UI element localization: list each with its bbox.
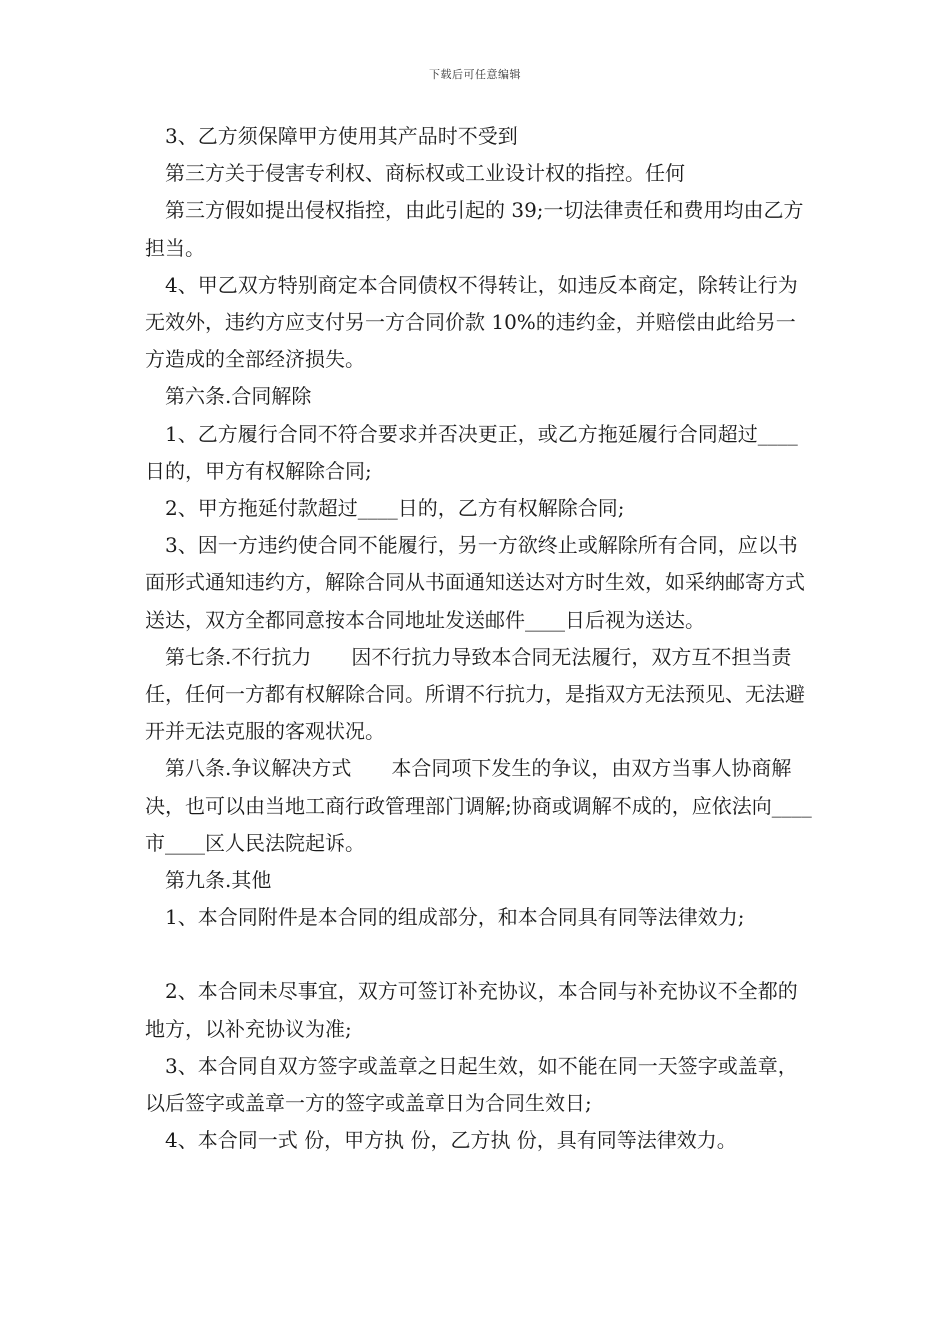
article-9-heading: 第九条.其他 — [165, 868, 272, 893]
paragraph-third-party-claims: 第三方关于侵害专利权、商标权或工业设计权的指控。任何 — [165, 161, 685, 186]
article-6-clause-2: 2、甲方拖延付款超过____日的，乙方有权解除合同; — [165, 496, 625, 521]
paragraph-no-transfer: 4、甲乙双方特别商定本合同债权不得转让，如违反本商定，除转让行为无效外，违约方应支付另一方合同价款 10%的违约金，并赔偿由此给另一方造成的全部经济损失。 — [145, 272, 798, 372]
article-9-clause-4: 4、本合同一式 份，甲方执 份，乙方执 份，具有同等法律效力。 — [165, 1128, 737, 1153]
paragraph-liability: 第三方假如提出侵权指控，由此引起的 39;一切法律责任和费用均由乙方担当。 — [145, 198, 804, 260]
article-9-clause-1: 1、本合同附件是本合同的组成部分，和本合同具有同等法律效力; — [165, 905, 745, 930]
page-header-note: 下载后可任意编辑 — [429, 68, 521, 81]
article-7-force-majeure: 第七条.不行抗力 因不行抗力导致本合同无法履行，双方互不担当责任，任何一方都有权解除合同。所谓不行抗力，是指双方无法预见、无法避开并无法克服的客观状况。 — [145, 644, 805, 744]
article-9-clause-3: 3、本合同自双方签字或盖章之日起生效，如不能在同一天签字或盖章，以后签字或盖章一方的签字或盖章日为合同生效日; — [145, 1053, 798, 1116]
article-9-clause-2: 2、本合同未尽事宜，双方可签订补充协议，本合同与补充协议不全都的地方，以补充协议为准; — [145, 979, 798, 1041]
article-6-clause-1: 1、乙方履行合同不符合要求并否决更正，或乙方拖延履行合同超过____日的，甲方有权解除合同; — [145, 421, 798, 483]
document-body — [145, 118, 815, 1159]
article-6-heading: 第六条.合同解除 — [165, 384, 312, 409]
paragraph-infringement-warranty: 3、乙方须保障甲方使用其产品时不受到 — [165, 124, 518, 148]
article-6-clause-3: 3、因一方违约使合同不能履行，另一方欲终止或解除所有合同，应以书面形式通知违约方，解除合同从书面通知送达对方时生效，如采纳邮寄方式送达，双方全都同意按本合同地址发送邮件____日后视为送达。 — [145, 533, 805, 632]
article-8-dispute-resolution: 第八条.争议解决方式 本合同项下发生的争议，由双方当事人协商解决，也可以由当地工商行政管理部门调解;协商或调解不成的，应依法向____市____区人民法院起诉。 — [145, 756, 812, 855]
